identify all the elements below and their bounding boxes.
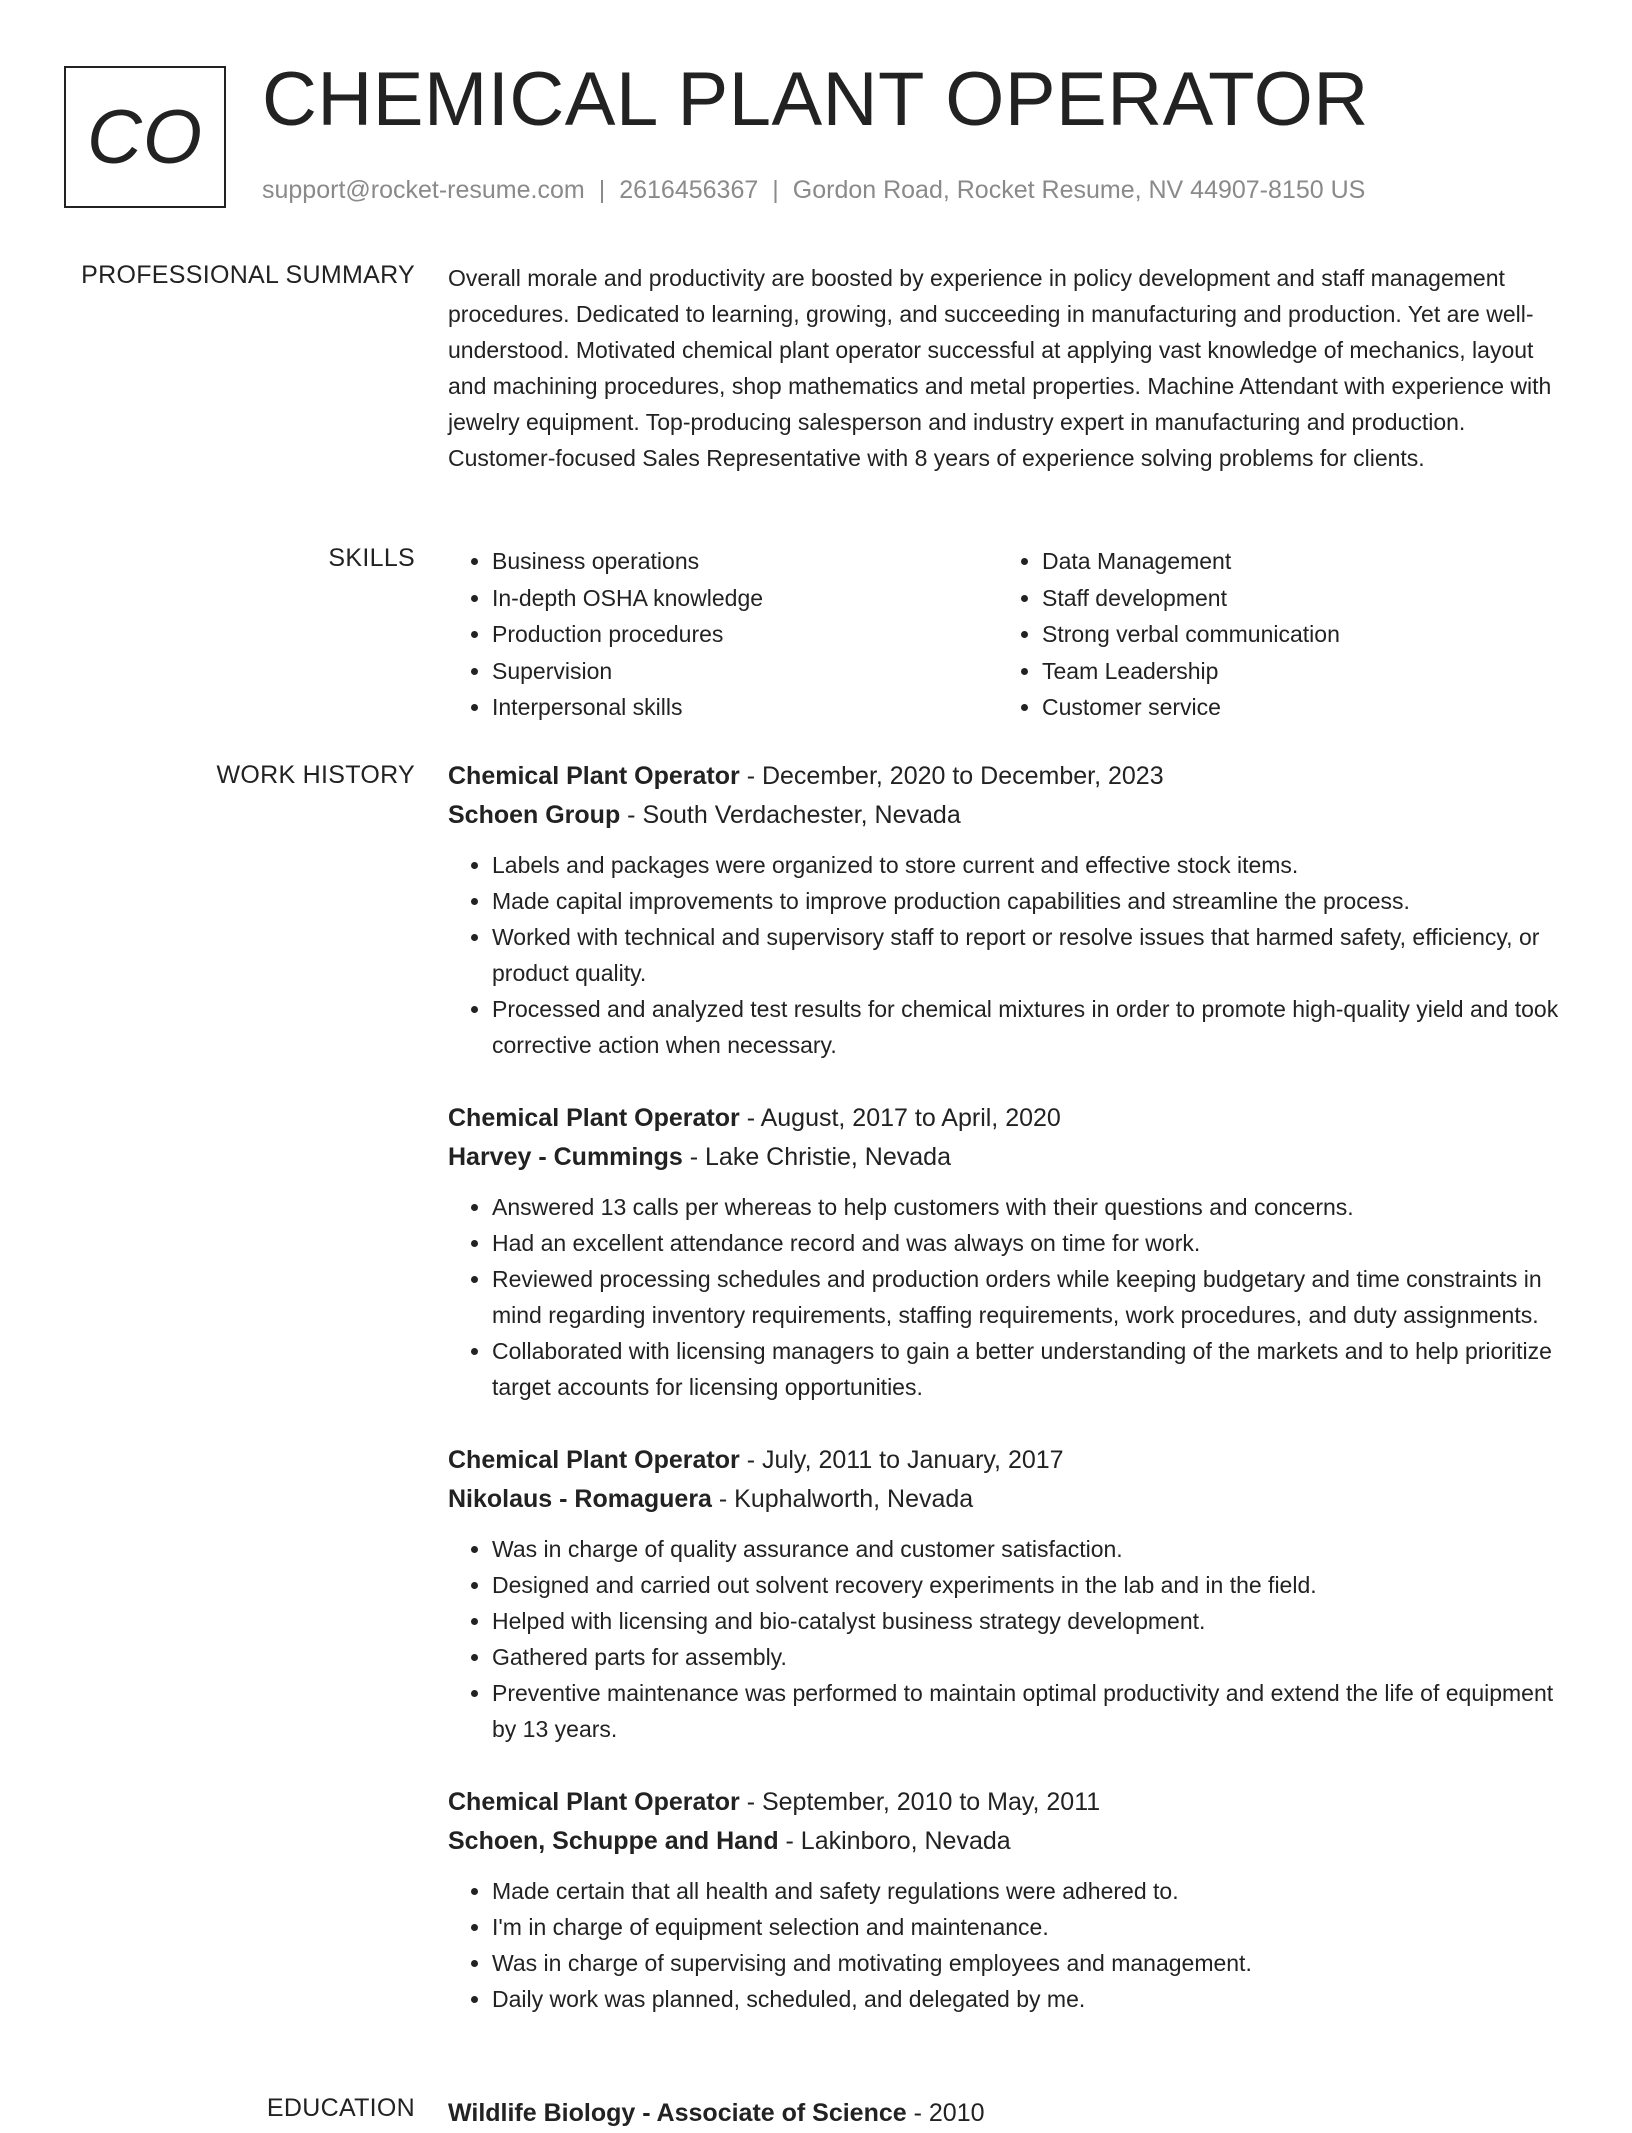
job-bullet: • Processed and analyzed test results for chemical mixtures in order to promote high-quality yield and took corrective action when necessary. xyxy=(492,991,1563,1063)
job-company: Schoen Group xyxy=(448,801,621,829)
job-bullet: • Had an excellent attendance record and was always on time for work. xyxy=(492,1225,1563,1261)
contact-address: Gordon Road, Rocket Resume, NV 44907-8150 US xyxy=(792,176,1366,204)
job-title: Chemical Plant Operator xyxy=(448,762,740,790)
job-company-line xyxy=(448,796,1563,835)
job-company: Schoen, Schuppe and Hand xyxy=(448,1827,779,1855)
job-company: Harvey - Cummings xyxy=(448,1143,683,1171)
job-title-line xyxy=(448,757,1563,796)
job-bullet: • Preventive maintenance was performed to maintain optimal productivity and extend the life of equipment by 13 years. xyxy=(492,1675,1563,1747)
job-bullet: • Made certain that all health and safety regulations were adhered to. xyxy=(492,1873,1563,1909)
skills-list-left xyxy=(448,543,998,726)
job-dates: - September, 2010 to May, 2011 xyxy=(739,1788,1101,1816)
job-bullet: • Made capital improvements to improve production capabilities and streamline the process. xyxy=(492,883,1563,919)
contact-separator: | xyxy=(598,176,606,204)
skill-item: • In-depth OSHA knowledge xyxy=(492,580,998,617)
education-heading: EDUCATION xyxy=(266,2094,415,2122)
job-company-line xyxy=(448,1822,1563,1861)
job-dates: - December, 2020 to December, 2023 xyxy=(739,762,1164,790)
job-title-line xyxy=(448,1783,1563,1822)
job-entry xyxy=(448,1783,1563,2017)
job-title: Chemical Plant Operator xyxy=(448,1788,740,1816)
job-location: - Lake Christie, Nevada xyxy=(682,1143,951,1171)
job-title: Chemical Plant Operator xyxy=(448,1446,740,1474)
job-bullets xyxy=(448,1873,1563,2017)
work-history-body xyxy=(448,757,1563,2053)
skill-item: • Team Leadership xyxy=(1042,653,1548,690)
contact-phone[interactable]: 2616456367 xyxy=(619,176,759,204)
summary-body xyxy=(448,260,1563,476)
monogram-badge: CO xyxy=(64,66,226,208)
education-line xyxy=(448,2094,1563,2133)
education-body xyxy=(448,2094,1563,2133)
skill-item: • Strong verbal communication xyxy=(1042,616,1548,653)
contact-email[interactable]: support@rocket-resume.com xyxy=(262,176,585,204)
contact-line xyxy=(262,176,1365,205)
job-entry xyxy=(448,1099,1563,1405)
job-bullet: • I'm in charge of equipment selection and maintenance. xyxy=(492,1909,1563,1945)
job-bullet: • Worked with technical and supervisory staff to report or resolve issues that harmed safety, efficiency, or product quality. xyxy=(492,919,1563,991)
education-degree: Wildlife Biology - Associate of Science xyxy=(448,2099,907,2127)
job-title-line xyxy=(448,1441,1563,1480)
skill-item: • Data Management xyxy=(1042,543,1548,580)
skill-item: • Customer service xyxy=(1042,689,1548,726)
job-title: Chemical Plant Operator xyxy=(448,1104,740,1132)
job-title-line xyxy=(448,1099,1563,1138)
summary-text: Overall morale and productivity are boosted by experience in policy development and staff management procedures. Dedicated to learning, growing, and succeeding in manufacturing and production. Yet are well-understood. Motivated chemical plant operator successful at applying vast knowledge of mechanics, layout and machining procedures, shop mathematics and metal properties. Machine Attendant with experience with jewelry equipment. Top-producing salesperson and industry expert in manufacturing and production. Customer-focused Sales Representative with 8 years of experience solving problems for clients. xyxy=(448,265,1552,471)
job-bullet: • Reviewed processing schedules and production orders while keeping budgetary and time constraints in mind regarding inventory requirements, staffing requirements, work procedures, and duty assignments. xyxy=(492,1261,1563,1333)
job-bullets xyxy=(448,847,1563,1063)
skills-list-right xyxy=(998,543,1548,726)
job-bullet: • Helped with licensing and bio-catalyst business strategy development. xyxy=(492,1603,1563,1639)
job-bullets xyxy=(448,1531,1563,1747)
skills-body xyxy=(448,543,1563,726)
job-bullet: • Labels and packages were organized to store current and effective stock items. xyxy=(492,847,1563,883)
job-company: Nikolaus - Romaguera xyxy=(448,1485,712,1513)
job-dates: - July, 2011 to January, 2017 xyxy=(739,1446,1064,1474)
job-bullet: • Was in charge of supervising and motivating employees and management. xyxy=(492,1945,1563,1981)
job-location: - Kuphalworth, Nevada xyxy=(711,1485,974,1513)
job-bullet: • Answered 13 calls per whereas to help customers with their questions and concerns. xyxy=(492,1189,1563,1225)
page-title: CHEMICAL PLANT OPERATOR xyxy=(262,57,1369,142)
skill-item: • Interpersonal skills xyxy=(492,689,998,726)
job-bullets xyxy=(448,1189,1563,1405)
job-location: - South Verdachester, Nevada xyxy=(620,801,961,829)
job-bullet: • Was in charge of quality assurance and customer satisfaction. xyxy=(492,1531,1563,1567)
skill-item: • Staff development xyxy=(1042,580,1548,617)
skills-columns xyxy=(448,543,1563,726)
skill-item: • Production procedures xyxy=(492,616,998,653)
job-entry xyxy=(448,1441,1563,1747)
job-company-line xyxy=(448,1138,1563,1177)
work-history-heading: WORK HISTORY xyxy=(216,761,415,789)
skills-heading: SKILLS xyxy=(328,544,415,572)
skill-item: • Supervision xyxy=(492,653,998,690)
summary-heading: PROFESSIONAL SUMMARY xyxy=(81,261,415,289)
job-bullet: • Gathered parts for assembly. xyxy=(492,1639,1563,1675)
skill-item: • Business operations xyxy=(492,543,998,580)
job-bullet: • Collaborated with licensing managers to gain a better understanding of the markets and to help prioritize target accounts for licensing opportunities. xyxy=(492,1333,1563,1405)
job-dates: - August, 2017 to April, 2020 xyxy=(739,1104,1061,1132)
contact-separator: | xyxy=(772,176,779,204)
job-bullet: • Daily work was planned, scheduled, and delegated by me. xyxy=(492,1981,1563,2017)
job-entry xyxy=(448,757,1563,1063)
job-bullet: • Designed and carried out solvent recovery experiments in the lab and in the field. xyxy=(492,1567,1563,1603)
job-company-line xyxy=(448,1480,1563,1519)
education-year: - 2010 xyxy=(906,2099,985,2127)
job-location: - Lakinboro, Nevada xyxy=(778,1827,1011,1855)
